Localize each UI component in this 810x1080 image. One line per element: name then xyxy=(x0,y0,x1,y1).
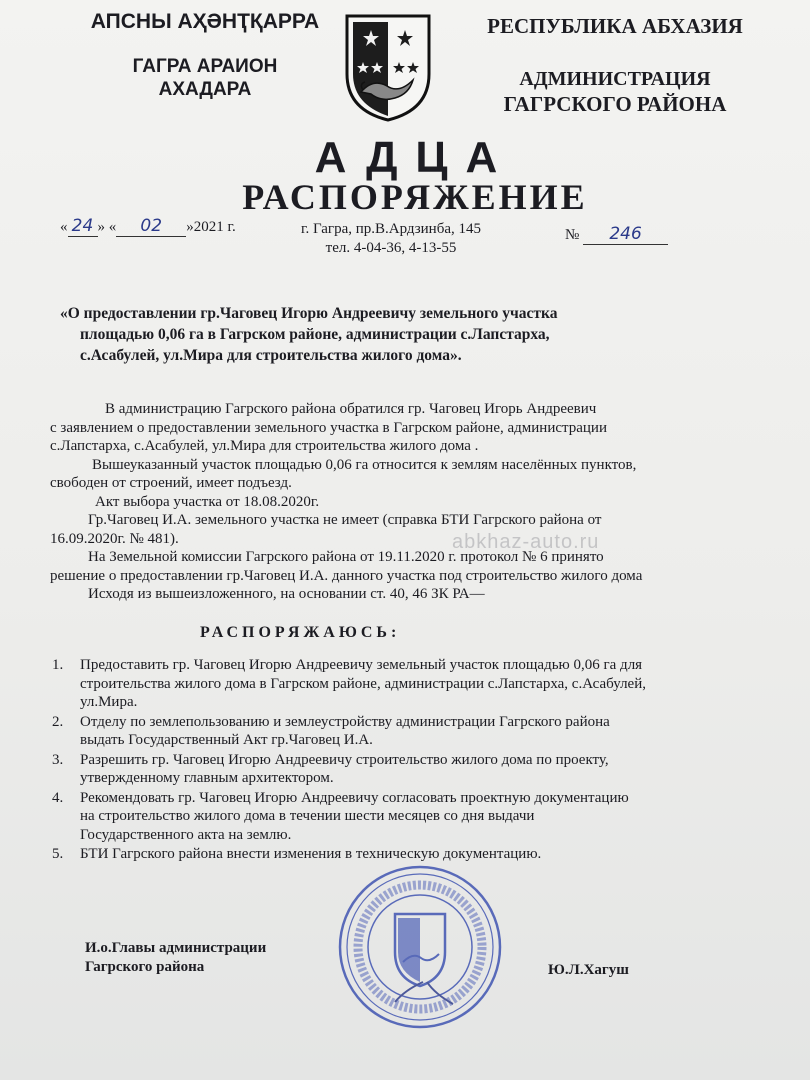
order-item-line: утвержденному главным архитектором. xyxy=(80,770,334,786)
subject-line: с.Асабулей, ул.Мира для строительства жилого дома». xyxy=(80,347,462,364)
header-russian-admin: АДМИНИСТРАЦИЯ xyxy=(519,68,711,90)
body-line: Исходя из вышеизложенного, на основании ст. 40, 46 ЗК РА— xyxy=(88,586,485,602)
coat-of-arms-icon xyxy=(343,12,433,124)
number-label: № xyxy=(565,227,580,243)
order-item xyxy=(52,656,752,712)
subject-line: «О предоставлении гр.Чаговец Игорю Андреевичу земельного участка xyxy=(60,305,558,322)
date-mid: » « xyxy=(97,219,117,235)
body-line: Вышеуказанный участок площадью 0,06 га относится к землям населённых пунктов, xyxy=(92,456,637,473)
signatory-name: Ю.Л.Хагуш xyxy=(548,962,629,978)
order-item-line: Государственного акта на землю. xyxy=(80,826,292,843)
body-text xyxy=(50,400,750,604)
watermark: abkhaz-auto.ru xyxy=(452,531,600,553)
subject-heading xyxy=(60,303,750,366)
order-item xyxy=(52,713,752,750)
official-seal-icon xyxy=(335,862,505,1032)
order-item-line: строительства жилого дома в Гагрском районе, администрации с.Лапстарха, с.Асабулей, xyxy=(80,675,646,692)
order-items xyxy=(52,656,752,865)
signatory-position xyxy=(85,939,266,977)
body-line: Акт выбора участка от 18.08.2020г. xyxy=(95,493,320,510)
header-russian-republic: РЕСПУБЛИКА АБХАЗИЯ xyxy=(487,14,743,38)
order-item-line: ул.Мира. xyxy=(80,694,138,710)
order-item xyxy=(52,845,752,864)
document-number xyxy=(565,224,668,245)
order-item-number: 1. xyxy=(52,657,64,673)
address-block xyxy=(282,220,500,258)
date-open-quote: « xyxy=(60,219,68,235)
document-date xyxy=(60,216,236,237)
subject-line: площадью 0,06 га в Гагрском районе, администрации с.Лапстарха, xyxy=(80,326,550,343)
signatory-position-line: И.о.Главы администрации xyxy=(85,940,267,956)
order-item xyxy=(52,751,752,788)
header-russian-district: ГАГРСКОГО РАЙОНА xyxy=(503,92,727,116)
order-item-number: 3. xyxy=(52,751,64,768)
date-year: »2021 г. xyxy=(186,219,236,235)
body-line: В администрацию Гагрского района обратился гр. Чаговец Игорь Андреевич xyxy=(105,401,597,417)
order-item-line: БТИ Гагрского района внести изменения в техническую документацию. xyxy=(80,846,542,862)
date-day: 24 xyxy=(68,216,98,237)
body-line: с заявлением о предоставлении земельного участка в Гагрском районе, администрации xyxy=(50,419,607,436)
body-line: На Земельной комиссии Гагрского района от 19.11.2020 г. протокол № 6 принято xyxy=(88,549,604,565)
header-russian xyxy=(450,14,780,117)
order-item-number: 5. xyxy=(52,846,64,862)
body-line: решение о предоставлении гр.Чаговец И.А. данного участка под строительство жилого дома xyxy=(50,567,643,584)
order-item-line: Рекомендовать гр. Чаговец Игорю Андреевичу согласовать проектную документацию xyxy=(80,789,629,806)
title-russian: РАСПОРЯЖЕНИЕ xyxy=(242,177,588,217)
header-abkhaz xyxy=(80,10,330,101)
order-item-line: Отделу по землепользованию и землеустройству администрации Гагрского района xyxy=(80,713,610,730)
order-item-number: 2. xyxy=(52,713,64,730)
header-abkhaz-district: ГАГРА АРАИОН xyxy=(132,56,278,77)
order-item xyxy=(52,789,752,845)
body-line: с.Лапстарха, с.Асабулей, ул.Мира для строительства жилого дома . xyxy=(50,438,479,454)
address-street: г. Гагра, пр.В.Ардзинба, 145 xyxy=(301,221,481,237)
order-item-line: на строительство жилого дома в течении шести месяцев со дня выдачи xyxy=(80,808,535,824)
order-item-line: выдать Государственный Акт гр.Чаговец И.А. xyxy=(80,732,373,748)
body-line: 16.09.2020г. № 481). xyxy=(50,530,179,547)
body-line: свободен от строений, имеет подъезд. xyxy=(50,475,292,491)
body-line: Гр.Чаговец И.А. земельного участка не имеет (справка БТИ Гагрского района от xyxy=(88,512,602,528)
order-item-line: Предоставить гр. Чаговец Игорю Андреевичу земельный участок площадью 0,06 га для xyxy=(80,657,643,673)
number-value: 246 xyxy=(583,224,668,245)
header-abkhaz-admin: АХАДАРА xyxy=(158,79,252,100)
order-item-line: Разрешить гр. Чаговец Игорю Андреевичу строительство жилого дома по проекту, xyxy=(80,751,609,768)
order-heading: РАСПОРЯЖАЮСЬ: xyxy=(200,624,401,641)
date-month: 02 xyxy=(116,216,186,237)
title-abkhaz: АДЦА xyxy=(314,133,516,182)
order-item-number: 4. xyxy=(52,789,64,806)
address-phone: тел. 4-04-36, 4-13-55 xyxy=(325,240,457,256)
signatory-position-line: Гагрского района xyxy=(85,959,205,975)
header-abkhaz-republic: АПСНЫ АҲӘНҬҚАРРА xyxy=(90,10,320,33)
